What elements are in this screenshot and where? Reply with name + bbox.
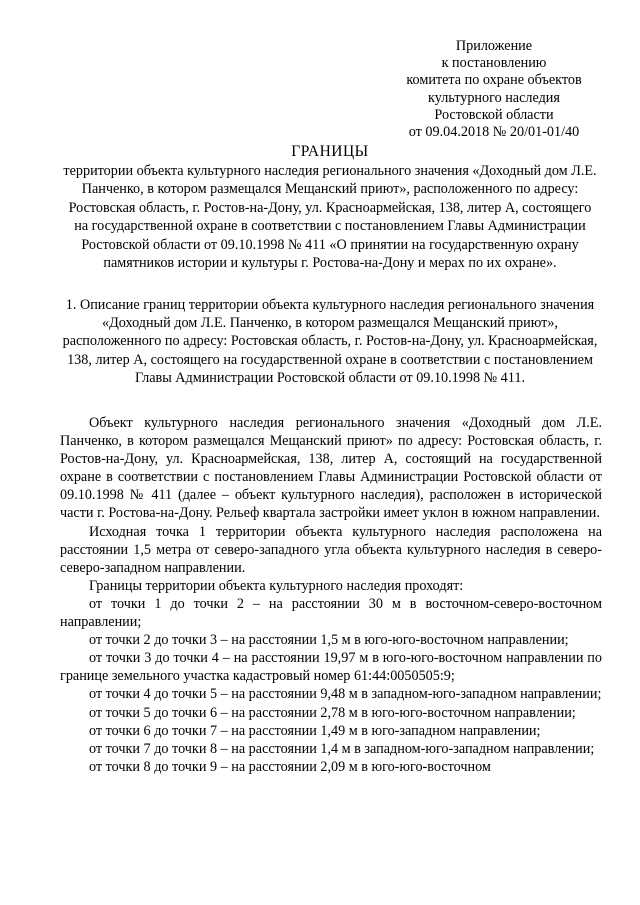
boundary-segment: от точки 2 до точки 3 – на расстоянии 1,5 м в юго-юго-восточном направлении; <box>89 632 569 649</box>
boundary-segment: от точки 5 до точки 6 – на расстоянии 2,78 м в юго-юго-восточном направлении; <box>89 704 576 721</box>
appendix-line: комитета по охране объектов <box>406 72 582 89</box>
document-body <box>60 414 602 776</box>
appendix-header <box>388 38 600 141</box>
section-1-title: 1. Описание границ территории объекта культурного наследия регионального значения «Доходный дом Л.Е. Панченко, в котором размещался Мещанский приют», расположенного по адресу: Ростовская область, г. Ростов-на-Дону, ул. Красноармейская, 138, литер А, состоящего на государственной охране в соответствии с постановлением Главы Администрации Ростовской области от 09.10.1998 № 411. <box>62 297 598 386</box>
appendix-line: Приложение <box>455 38 533 54</box>
boundary-segment: от точки 3 до точки 4 – на расстоянии 19,97 м в юго-юго-восточном направлении по границе земельного участка кадастровый номер 61:44:0050505:9; <box>60 650 602 685</box>
document-heading: ГРАНИЦЫ <box>291 143 369 160</box>
body-paragraph: Объект культурного наследия регионального значения «Доходный дом Л.Е. Панченко, в котором размещался Мещанский приют» по адресу: Ростовская область, г. Ростов-на-Дону, ул. Красноармейская, 138, литер А, состоящий на государственной охране в соответствии с постановлением Главы Администрации Ростовской области от 09.10.1998 № 411 (далее – объект культурного наследия), расположен в исторической части г. Ростова-на-Дону. Рельеф квартала застройки имеет уклон в южном направлении. <box>60 415 602 522</box>
document-title-block <box>60 143 600 272</box>
document-subtitle: территории объекта культурного наследия регионального значения «Доходный дом Л.Е. Панченко, в котором размещался Мещанский приют», расположенного по адресу: Ростовская область, г. Ростов-на-Дону, ул. Красноармейская, 138, литер А, состоящего на государственной охране в соответствии с постановлением Главы Администрации Ростовской области от 09.10.1998 № 411 «О принятии на государственную охрану памятников истории и культуры г. Ростова-на-Дону и мерах по их охране». <box>63 163 597 272</box>
appendix-line: от 09.04.2018 № 20/01-01/40 <box>408 124 580 141</box>
boundary-segment: от точки 7 до точки 8 – на расстоянии 1,4 м в западном-юго-западном направлении; <box>89 740 595 757</box>
body-paragraph: Исходная точка 1 территории объекта культурного наследия расположена на расстоянии 1,5 метра от северо-западного угла объекта культурного наследия в северо-северо-западном направлении. <box>60 523 602 576</box>
boundary-segment: от точки 8 до точки 9 – на расстоянии 2,09 м в юго-юго-восточном <box>89 758 491 775</box>
appendix-line: культурного наследия <box>428 89 560 106</box>
appendix-line: Ростовской области <box>434 106 554 123</box>
body-paragraph: Границы территории объекта культурного наследия проходят: <box>89 577 464 594</box>
boundary-segment: от точки 6 до точки 7 – на расстоянии 1,49 м в юго-западном направлении; <box>89 722 541 739</box>
boundary-segment: от точки 4 до точки 5 – на расстоянии 9,48 м в западном-юго-западном направлении; <box>89 686 602 703</box>
boundary-segment: от точки 1 до точки 2 – на расстоянии 30 м в восточном-северо-восточном направлении; <box>60 595 602 631</box>
appendix-line: к постановлению <box>441 55 547 72</box>
